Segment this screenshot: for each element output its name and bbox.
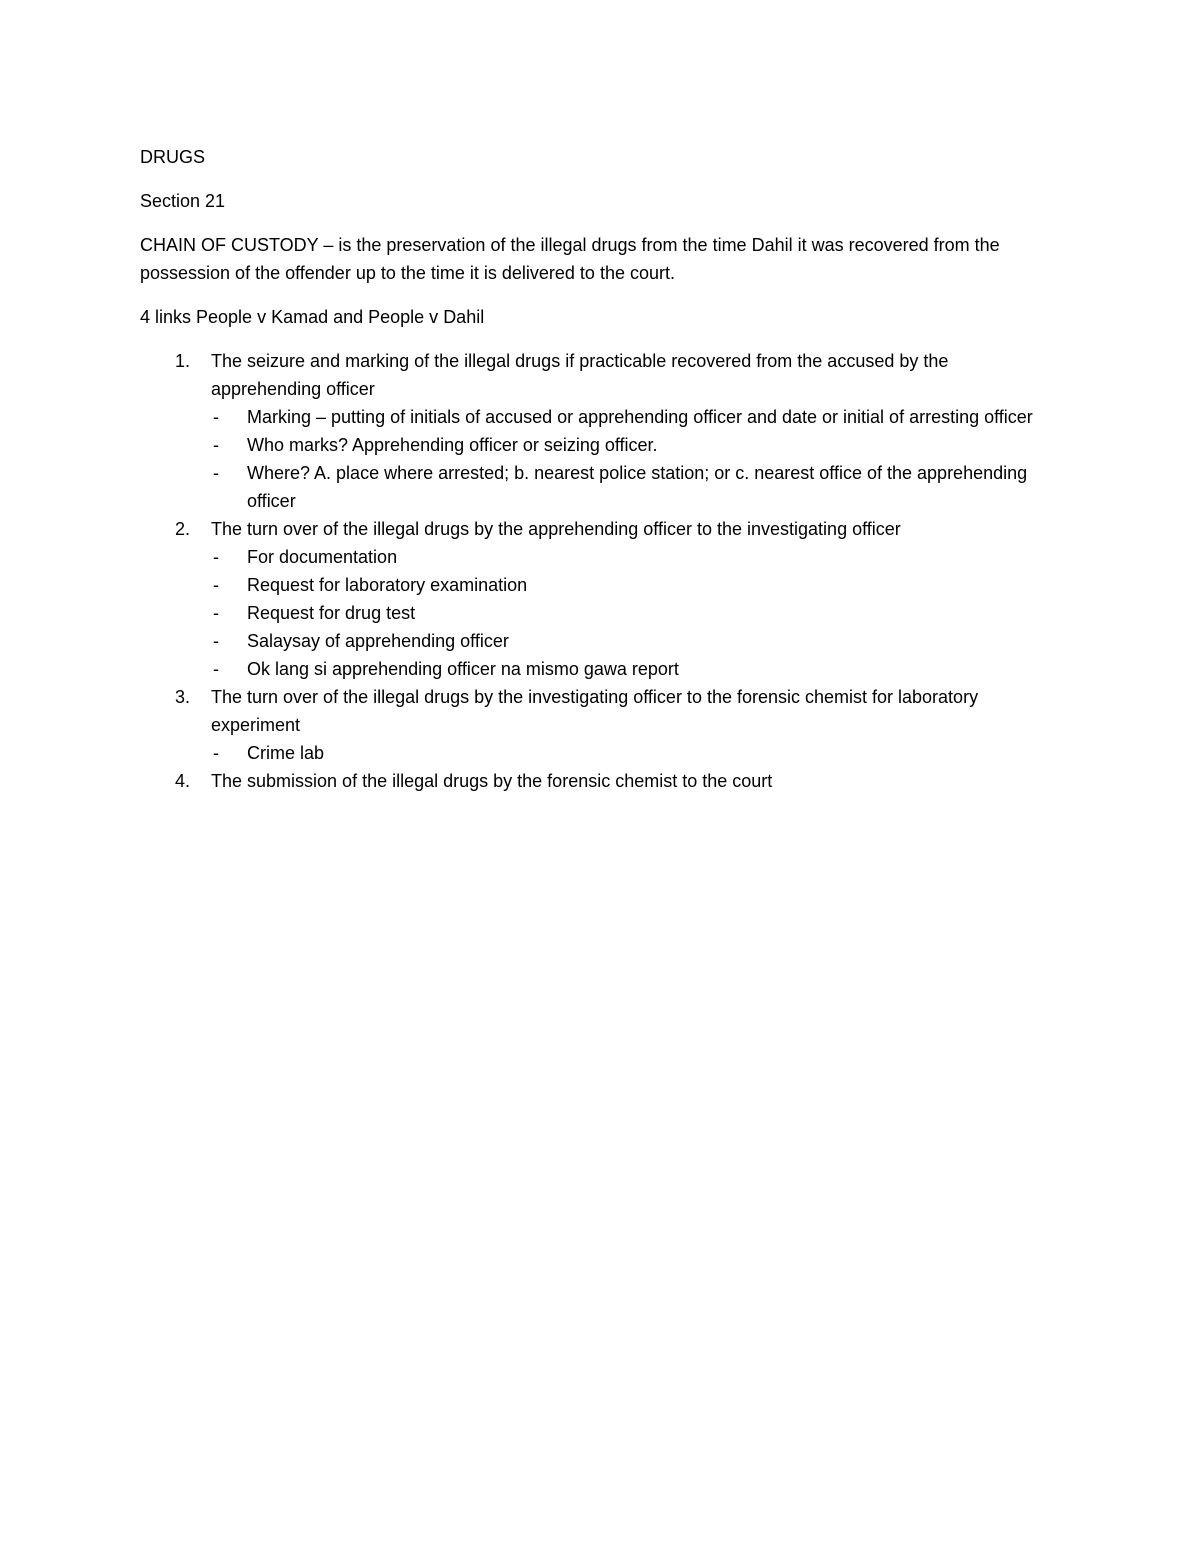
dash-bullet: - (213, 407, 219, 427)
list-item-text: The turn over of the illegal drugs by the apprehending officer to the investigating officer (211, 519, 901, 539)
sub-list-item-text: Request for drug test (247, 603, 416, 623)
sub-list-item-text: Where? A. place where arrested; b. nearest police station; or c. nearest office of the apprehending officer (247, 463, 1028, 511)
sub-list (211, 739, 1060, 767)
list-item-number: 3. (175, 687, 191, 707)
list-item (140, 347, 1060, 515)
document-body (140, 143, 1060, 795)
sub-list-item (211, 459, 1060, 515)
sub-list-item (211, 571, 1060, 599)
document-heading: DRUGS (140, 147, 206, 167)
list-item-number: 1. (175, 351, 191, 371)
dash-bullet: - (213, 463, 219, 483)
sub-list-item-text: Marking – putting of initials of accused or apprehending officer and date or initial of arresting officer (247, 407, 1033, 427)
sub-list (211, 403, 1060, 515)
sub-list-item (211, 655, 1060, 683)
sub-list-item-text: Who marks? Apprehending officer or seizing officer. (247, 435, 658, 455)
sub-list (211, 543, 1060, 683)
dash-bullet: - (213, 659, 219, 679)
dash-bullet: - (213, 631, 219, 651)
sub-list-item (211, 543, 1060, 571)
links-intro: 4 links People v Kamad and People v Dahil (140, 307, 485, 327)
dash-bullet: - (213, 743, 219, 763)
list-item (140, 515, 1060, 683)
chain-of-custody-definition: CHAIN OF CUSTODY – is the preservation of the illegal drugs from the time Dahil it was recovered from the possession of the offender up to the time it is delivered to the court. (140, 235, 1000, 283)
dash-bullet: - (213, 547, 219, 567)
sub-list-item-text: Crime lab (247, 743, 325, 763)
sub-list-item-text: For documentation (247, 547, 398, 567)
list-item (140, 683, 1060, 767)
sub-list-item-text: Ok lang si apprehending officer na mismo gawa report (247, 659, 679, 679)
sub-list-item-text: Request for laboratory examination (247, 575, 528, 595)
list-item-text: The submission of the illegal drugs by the forensic chemist to the court (211, 771, 773, 791)
list-item-number: 4. (175, 771, 191, 791)
sub-list-item-text: Salaysay of apprehending officer (247, 631, 509, 651)
dash-bullet: - (213, 435, 219, 455)
sub-list-item (211, 403, 1060, 431)
sub-list-item (211, 431, 1060, 459)
sub-list-item (211, 599, 1060, 627)
list-item (140, 767, 1060, 795)
list-item-number: 2. (175, 519, 191, 539)
dash-bullet: - (213, 575, 219, 595)
dash-bullet: - (213, 603, 219, 623)
list-item-text: The seizure and marking of the illegal drugs if practicable recovered from the accused by the apprehending officer (211, 351, 949, 399)
sub-list-item (211, 627, 1060, 655)
links-list (140, 347, 1060, 795)
sub-list-item (211, 739, 1060, 767)
list-item-text: The turn over of the illegal drugs by the investigating officer to the forensic chemist for laboratory experiment (211, 687, 979, 735)
section-label: Section 21 (140, 191, 226, 211)
